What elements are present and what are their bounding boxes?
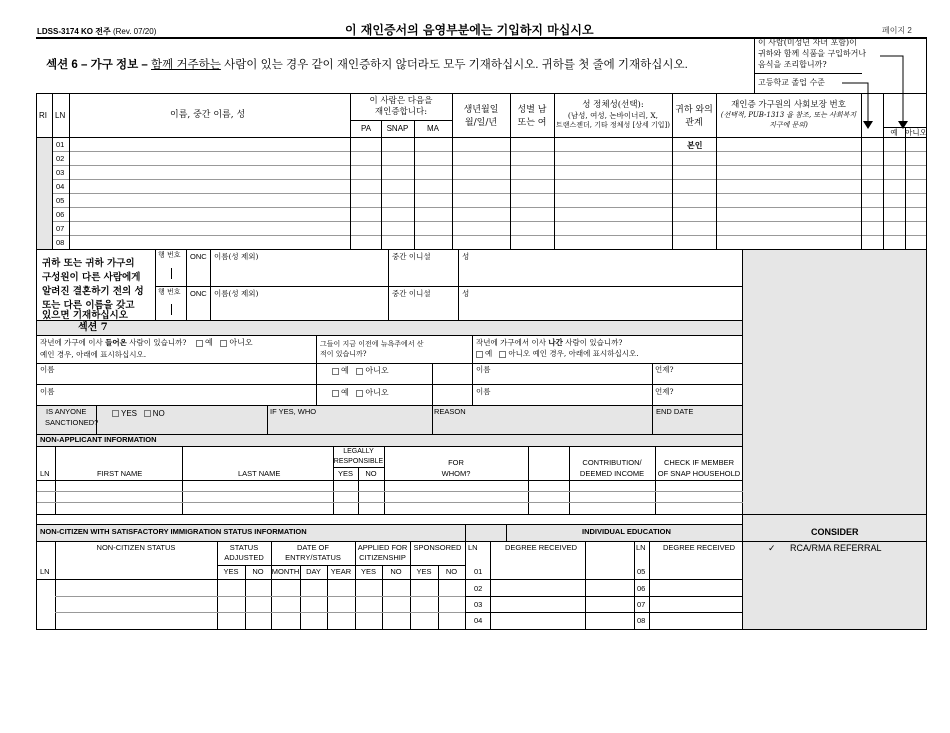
edu-degree: DEGREE RECEIVED	[505, 543, 578, 552]
edu-degree: DEGREE RECEIVED	[663, 543, 736, 552]
ny-row2-yes-checkbox[interactable]	[332, 390, 339, 397]
na-contribution-1: CONTRIBUTION/	[582, 458, 642, 467]
nc-sponsored-no: NO	[445, 567, 458, 576]
q-moved-in-suffix: 사람이 있습니까?	[129, 338, 187, 347]
col-recert-2: 재인증합니다:	[374, 107, 428, 117]
row-num-label: 행 번호	[158, 288, 181, 296]
when-label: 언제?	[655, 365, 674, 374]
na-check-2: OF SNAP HOUSEHOLD	[657, 469, 741, 478]
no-label: 아니오	[365, 366, 389, 375]
moved-out-yes-checkbox[interactable]	[476, 351, 483, 358]
nc-ln: LN	[40, 567, 50, 576]
edu-row: 01	[474, 567, 483, 576]
row-num: 01	[56, 140, 65, 149]
col-ssn-1: 재인증 가구원의 사회보장 번호	[731, 100, 846, 110]
na-yes: YES	[337, 469, 353, 478]
middle-initial-label: 중간 이니셜	[392, 289, 431, 298]
edu-row: 05	[637, 567, 646, 576]
nc-no: NO	[252, 567, 264, 576]
other-names-2: 구성원이 다른 사람에게	[42, 272, 141, 283]
nc-applied-1: APPLIED FOR	[357, 543, 408, 552]
sanction-no: NO	[152, 409, 165, 418]
q-ny-2: 적이 있습니까?	[320, 350, 367, 358]
col-no: 아니오	[905, 128, 927, 137]
first-name-label: 이름(성 제외)	[214, 289, 259, 298]
na-for-whom-1: FOR	[448, 458, 464, 467]
col-gender-3: 트랜스젠더, 기타 정체성 [상세 기입])	[556, 121, 670, 129]
col-ln: LN	[55, 111, 66, 120]
section6-title-line	[46, 60, 688, 72]
edu-ln: LN	[468, 543, 478, 552]
nc-year: YEAR	[330, 567, 352, 576]
sanction-yes: YES	[121, 409, 138, 418]
first-name-label: 이름(성 제외)	[214, 252, 259, 261]
yes-label: 예	[485, 349, 493, 358]
col-snap: SNAP	[386, 124, 409, 133]
self-label: 본인	[687, 140, 703, 150]
onc-label: ONC	[190, 252, 207, 261]
row-num: 07	[56, 224, 65, 233]
moved-in-options	[196, 339, 253, 347]
ny-row1-options	[332, 367, 389, 375]
nc-applied-no: NO	[390, 567, 402, 576]
if-yes-who: IF YES, WHO	[270, 407, 317, 416]
nc-adjusted-2: ADJUSTED	[224, 553, 264, 562]
q-moved-out	[476, 339, 622, 347]
edu-row: 06	[637, 584, 646, 593]
other-names-1: 귀하 또는 귀하 가구의	[42, 258, 135, 269]
row-num: 05	[56, 196, 65, 205]
nc-status: NON-CITIZEN STATUS	[96, 543, 176, 552]
consider-item: RCA/RMA REFERRAL	[790, 543, 882, 553]
nc-date-2: ENTRY/STATUS	[285, 553, 341, 562]
consider-check-icon: ✓	[768, 543, 776, 553]
edu-row: 04	[474, 616, 483, 625]
col-relation-2: 관계	[685, 118, 703, 128]
yes-label: 예	[341, 366, 349, 375]
shading-notice: 이 재인증서의 음영부분에는 기입하지 마십시오	[345, 23, 594, 37]
non-citizen-title: NON-CITIZEN WITH SATISFACTORY IMMIGRATION STATUS INFORMATION	[40, 527, 307, 536]
na-ln: LN	[40, 469, 50, 478]
section6-underlined: 함께 거주하는	[151, 59, 221, 71]
na-for-whom-2: WHOM?	[441, 469, 471, 478]
col-dob-1: 생년월일	[463, 105, 499, 115]
col-ma: MA	[427, 124, 439, 133]
nc-adjusted-1: STATUS	[229, 543, 259, 552]
moved-in-no-checkbox[interactable]	[220, 340, 227, 347]
na-first-name: FIRST NAME	[97, 469, 143, 478]
yes-label: 예	[341, 388, 349, 397]
other-names-5: 있으면 기재하십시오	[42, 310, 128, 321]
last-name-label: 성	[462, 252, 470, 261]
yes-label: 예	[205, 338, 213, 347]
moved-out-options	[476, 350, 639, 358]
nc-sponsored: SPONSORED	[413, 543, 462, 552]
q-moved-in	[40, 339, 186, 347]
onc-label: ONC	[190, 289, 207, 298]
side-question-1: 이 사람(미성년 자녀 포함)이	[758, 38, 857, 47]
q-moved-in-prefix: 작년에 가구에 이사	[40, 338, 103, 347]
non-applicant-title: NON-APPLICANT INFORMATION	[40, 435, 157, 444]
edu-row: 03	[474, 600, 483, 609]
col-gender-2: (남성, 여성, 논바이너리, X,	[567, 111, 659, 120]
na-legally-2: RESPONSIBLE	[333, 458, 384, 465]
col-dob-2: 월/일/년	[464, 118, 498, 128]
other-names-3: 알려진 결혼하기 전의 성	[42, 286, 144, 297]
ny-row2-no-checkbox[interactable]	[356, 390, 363, 397]
middle-initial-label: 중간 이니셜	[392, 252, 431, 261]
col-sex-1: 성별 남	[517, 105, 547, 115]
section6-title: 섹션 6 – 가구 정보 –	[46, 59, 148, 71]
q-moved-out-prefix: 작년에 가구에서 이사	[476, 338, 546, 347]
side-question-3: 음식을 조리합니까?	[758, 60, 827, 69]
moved-out-no-checkbox[interactable]	[499, 351, 506, 358]
na-no: NO	[365, 469, 377, 478]
q-ny-1: 그들이 지금 이전에 뉴욕주에서 산	[320, 340, 424, 348]
section6-instruction: 사람이 있는 경우 같이 재인증하지 않더라도 모두 기재하십시오. 귀하를 첫 줄에 기재하십시오.	[224, 59, 688, 71]
row-num: 02	[56, 154, 65, 163]
hs-grad-label: 고등학교 졸업 수준	[758, 78, 825, 87]
ny-row2-options	[332, 389, 389, 397]
edu-row: 02	[474, 584, 483, 593]
col-recert-1: 이 사람은 다음을	[369, 96, 433, 106]
education-title: INDIVIDUAL EDUCATION	[582, 527, 671, 536]
col-yes: 예	[890, 128, 898, 137]
na-last-name: LAST NAME	[238, 469, 281, 478]
name-label: 이름	[476, 387, 491, 396]
col-pa: PA	[360, 124, 372, 133]
sanction-q-1: IS ANYONE	[46, 407, 87, 416]
name-label: 이름	[476, 365, 491, 374]
nc-day: DAY	[306, 567, 321, 576]
edu-row: 07	[637, 600, 646, 609]
moved-in-if-yes: 예인 경우, 아래에 표시하십시오.	[40, 350, 147, 359]
col-name: 이름, 중간 이름, 성	[170, 110, 246, 120]
no-label: 아니오	[508, 349, 531, 358]
col-ssn-3: 지구에 문의)	[769, 121, 808, 129]
nc-yes: YES	[223, 567, 239, 576]
other-names-4: 또는 다른 이름을 갖고	[42, 300, 135, 311]
form-revision: (Rev. 07/20)	[112, 27, 157, 36]
consider-title: CONSIDER	[811, 527, 859, 537]
col-sex-2: 또는 여	[517, 118, 547, 128]
sanction-options	[112, 410, 165, 418]
moved-out-if-yes: 예인 경우, 아래에 표시하십시오.	[532, 349, 639, 358]
when-label: 언제?	[655, 387, 674, 396]
nc-sponsored-yes: YES	[416, 567, 432, 576]
row-num-label: 행 번호	[158, 251, 181, 259]
sanction-no-checkbox[interactable]	[144, 410, 151, 417]
sanction-q-2: SANCTIONED?	[45, 418, 99, 427]
q-moved-out-suffix: 사람이 있습니까?	[565, 338, 623, 347]
col-ri: RI	[39, 111, 47, 120]
section7-title: 섹션 7	[78, 322, 108, 333]
edu-row: 08	[637, 616, 646, 625]
q-moved-in-bold: 들어온	[105, 338, 127, 347]
q-moved-out-bold: 나간	[548, 338, 563, 347]
no-label: 아니오	[365, 388, 389, 397]
na-legally-1: LEGALLY	[343, 448, 374, 455]
end-date: END DATE	[656, 407, 694, 416]
col-relation-1: 귀하 와의	[675, 105, 713, 115]
na-contribution-2: DEEMED INCOME	[579, 469, 645, 478]
na-check-1: CHECK IF MEMBER	[663, 458, 734, 467]
nc-date-1: DATE OF	[297, 543, 329, 552]
last-name-label: 성	[462, 289, 470, 298]
nc-applied-yes: YES	[360, 567, 376, 576]
col-ssn-2: (선택적, PUB-1313 을 참조, 또는 사회복지	[720, 111, 857, 119]
name-label: 이름	[40, 387, 55, 396]
row-num: 04	[56, 182, 65, 191]
row-num: 03	[56, 168, 65, 177]
row-num: 06	[56, 210, 65, 219]
nc-applied-2: CITIZENSHIP	[359, 553, 406, 562]
form-id: LDSS-3174 KO 전주	[37, 27, 111, 36]
sanction-yes-checkbox[interactable]	[112, 410, 119, 417]
ny-row1-no-checkbox[interactable]	[356, 368, 363, 375]
edu-ln: LN	[636, 543, 646, 552]
side-question-2: 귀하와 함께 식품을 구입하거나	[758, 49, 867, 58]
ny-row1-yes-checkbox[interactable]	[332, 368, 339, 375]
col-gender-1: 성 정체성(선택):	[582, 100, 644, 110]
reason: REASON	[434, 407, 466, 416]
name-label: 이름	[40, 365, 55, 374]
moved-in-yes-checkbox[interactable]	[196, 340, 203, 347]
nc-month: MONTH	[271, 567, 300, 576]
no-label: 아니오	[229, 338, 253, 347]
page-number: 페이지 2	[882, 26, 912, 35]
row-num: 08	[56, 238, 65, 247]
